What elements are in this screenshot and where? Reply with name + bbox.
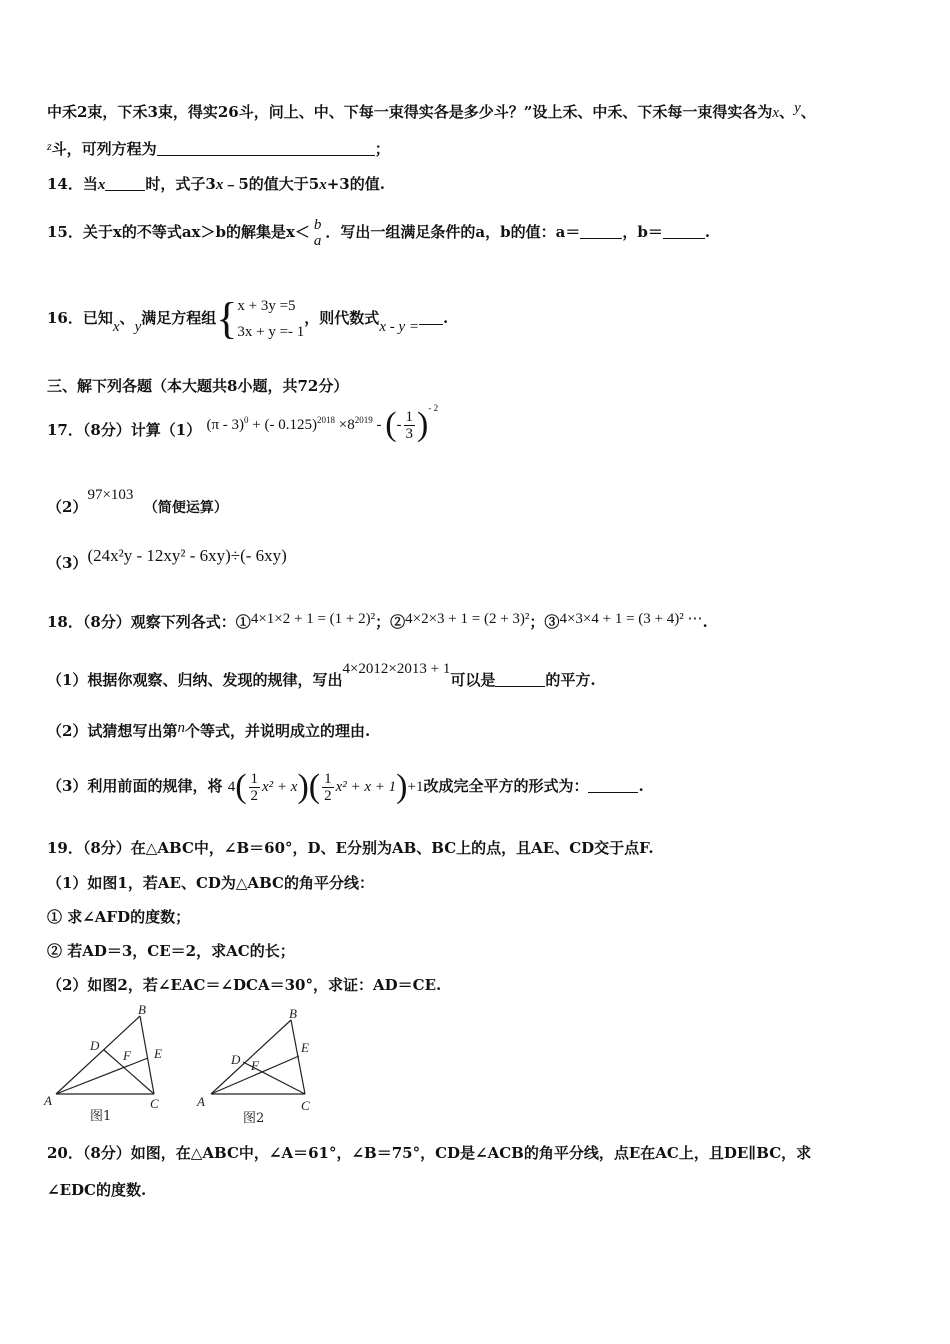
problem-19-part-1-ii: ② 若AD＝3，CE＝2，求AC的长； xyxy=(47,942,295,960)
equation-system xyxy=(237,293,304,345)
exponent: 0 xyxy=(244,415,249,425)
line-text: 中禾2束，下禾3束，得实26斗，问上、中、下每一束得实各是多少斗？”设上禾、中禾、下禾每一束得实各为 xyxy=(47,103,773,121)
var-y: y xyxy=(134,319,142,335)
text: ；② xyxy=(375,613,406,631)
text: 17．（8分）计算（1） xyxy=(47,421,202,439)
label-f: F xyxy=(123,1048,131,1063)
expression-2: 97×103 xyxy=(87,487,134,503)
term: - xyxy=(372,417,382,433)
equation-1: x + 3y =5 xyxy=(237,298,296,314)
label-b: B xyxy=(138,1002,146,1017)
label-a: A xyxy=(197,1094,205,1109)
label-f: F xyxy=(251,1058,259,1073)
text: ﹣5的值大于5 xyxy=(223,175,320,193)
problem-15 xyxy=(47,206,710,258)
text: （3）利用前面的规律，将 xyxy=(47,777,223,795)
equation-2: 3x + y =- 1 xyxy=(237,324,305,340)
formula-1: 4×1×2 + 1 = (1 + 2)² xyxy=(250,611,376,627)
problem-20: 20．（8分）如图，在△ABC中，∠A＝61°，∠B＝75°，CD是∠ACB的角平分线，点E在AC上，且DE∥BC，求 xyxy=(47,1144,812,1162)
formula-2: 4×2×3 + 1 = (2 + 3)² xyxy=(405,611,530,627)
problem-14 xyxy=(47,174,385,195)
text: . xyxy=(638,777,644,795)
text: 个等式，并说明成立的理由. xyxy=(184,722,371,740)
text: 14．当 xyxy=(47,175,98,193)
segment-bc xyxy=(140,1016,154,1094)
coefficient: 4 xyxy=(227,779,236,795)
figure-2-caption: 图2 xyxy=(243,1111,265,1126)
fraction-half xyxy=(322,771,334,804)
var-x: x xyxy=(112,319,120,335)
text: 可以是 xyxy=(450,671,496,689)
text: . xyxy=(443,309,449,327)
term: (π - 3) xyxy=(206,417,245,433)
text: （2） xyxy=(47,498,88,516)
denominator: a xyxy=(313,233,322,249)
var-n: n xyxy=(177,720,185,736)
separator: 、 xyxy=(779,103,795,121)
text: 的平方. xyxy=(545,671,596,689)
segment-ab xyxy=(211,1020,291,1094)
exponent: 2019 xyxy=(354,415,373,425)
problem-19-part-1-i: ① 求∠AFD的度数； xyxy=(47,908,191,926)
left-paren: ( xyxy=(235,768,247,805)
denominator: 3 xyxy=(405,425,414,442)
answer-blank[interactable] xyxy=(419,316,443,325)
separator: 、 xyxy=(800,103,816,121)
expression-3: (24x²y - 12xy² - 6xy)÷(- 6xy) xyxy=(87,546,287,565)
answer-blank[interactable] xyxy=(105,176,145,191)
text: （3） xyxy=(47,554,88,572)
term: x² + x + 1 xyxy=(335,779,397,795)
text: 18．（8分）观察下列各式：① xyxy=(47,613,251,631)
text: . xyxy=(704,223,711,241)
line-text: 斗，可列方程为 xyxy=(51,140,157,158)
term: + (- 0.125) xyxy=(248,417,317,433)
label-a: A xyxy=(44,1093,52,1108)
text: +3的值. xyxy=(326,175,385,193)
text: ，b＝ xyxy=(622,223,663,241)
problem-19-part-2: （2）如图2，若∠EAC＝∠DCA＝30°，求证：AD＝CE. xyxy=(47,976,442,994)
answer-blank-a[interactable] xyxy=(580,224,622,239)
term: +1 xyxy=(407,779,424,795)
problem-18-part-1 xyxy=(47,662,596,699)
text: （1）根据你观察、归纳、发现的规律，写出 xyxy=(47,671,343,689)
label-e: E xyxy=(301,1040,309,1055)
expression-1 xyxy=(206,417,385,433)
section-heading: 三、解下列各题（本大题共8小题，共72分） xyxy=(47,377,349,395)
right-paren: ) xyxy=(396,768,408,805)
var-x: x xyxy=(319,177,327,193)
text: . xyxy=(702,613,708,631)
text: ．写出一组满足条件的a，b的值：a＝ xyxy=(325,223,581,241)
system-brace: { xyxy=(216,294,238,343)
answer-blank-b[interactable] xyxy=(663,224,705,239)
formula-3: 4×3×4 + 1 = (3 + 4)² ⋯ xyxy=(559,611,703,627)
fraction-one-third xyxy=(404,409,416,442)
label-d: D xyxy=(231,1052,241,1067)
expression: x - y = xyxy=(379,319,419,335)
figure-1-caption: 图1 xyxy=(90,1109,112,1124)
label-c: C xyxy=(301,1098,310,1113)
fraction-half xyxy=(249,771,261,804)
problem-20-line-2: ∠EDC的度数. xyxy=(47,1181,147,1199)
text: 3 xyxy=(205,175,216,193)
problem-16 xyxy=(47,288,448,349)
problem-19-part-1: （1）如图1，若AE、CD为△ABC的角平分线： xyxy=(47,874,374,892)
line-end: ； xyxy=(374,140,390,158)
exponent: 2018 xyxy=(317,415,335,425)
problem-18-part-3 xyxy=(47,756,644,817)
text: 满足方程组 xyxy=(141,309,217,327)
answer-blank[interactable] xyxy=(157,141,375,156)
problem-18-part-2 xyxy=(47,718,370,745)
var-y: y xyxy=(794,100,801,116)
term: ×8 xyxy=(335,417,355,433)
separator: 、 xyxy=(119,309,135,327)
label-b: B xyxy=(289,1006,297,1021)
var-x: x xyxy=(215,177,224,193)
figure-2 xyxy=(195,1002,335,1132)
text: 16．已知 xyxy=(47,309,113,327)
numerator: 1 xyxy=(250,770,259,787)
exponent: - 2 xyxy=(428,403,439,413)
text: 15．关于x的不等式ax＞b的解集是x＜ xyxy=(47,223,310,241)
text: （2）试猜想写出第 xyxy=(47,722,178,740)
var-x: x xyxy=(97,177,106,193)
answer-blank[interactable] xyxy=(495,672,545,687)
label-c: C xyxy=(150,1096,159,1111)
label-d: D xyxy=(90,1038,100,1053)
right-bracket: ) xyxy=(417,406,429,443)
figure-1 xyxy=(40,1002,180,1132)
denominator: 2 xyxy=(324,787,332,804)
problem-19: 19．（8分）在△ABC中，∠B＝60°，D、E分别为AB、BC上的点，且AE、CD交于点F. xyxy=(47,839,654,857)
numerator: 1 xyxy=(405,408,414,425)
label-e: E xyxy=(154,1046,162,1061)
text: ，则代数式 xyxy=(304,309,380,327)
text: 改成完全平方的形式为： xyxy=(423,777,589,795)
expression xyxy=(228,757,424,817)
problem-18 xyxy=(47,604,708,641)
left-bracket: ( xyxy=(385,406,397,443)
problem-17-part-3 xyxy=(47,545,287,581)
answer-blank[interactable] xyxy=(588,778,638,793)
term: x² + x xyxy=(262,779,298,795)
text: 时，式子 xyxy=(145,175,206,193)
numerator: b xyxy=(313,217,322,233)
var-z: z xyxy=(47,139,52,153)
minus-sign: - xyxy=(396,417,402,433)
text: ；③ xyxy=(529,613,560,631)
var-x: x xyxy=(772,105,780,121)
expression: 4×2012×2013 + 1 xyxy=(342,661,451,677)
fraction-b-over-a xyxy=(312,217,324,249)
right-paren: ) xyxy=(297,768,309,805)
problem-17-part-2 xyxy=(47,485,228,530)
left-paren: ( xyxy=(308,768,321,805)
problem-13-continuation xyxy=(47,102,816,123)
denominator: 2 xyxy=(250,787,259,804)
note: （简便运算） xyxy=(143,500,228,516)
numerator: 1 xyxy=(324,770,332,787)
problem-13-answer-line xyxy=(47,139,390,160)
problem-17-part-1 xyxy=(47,405,438,456)
